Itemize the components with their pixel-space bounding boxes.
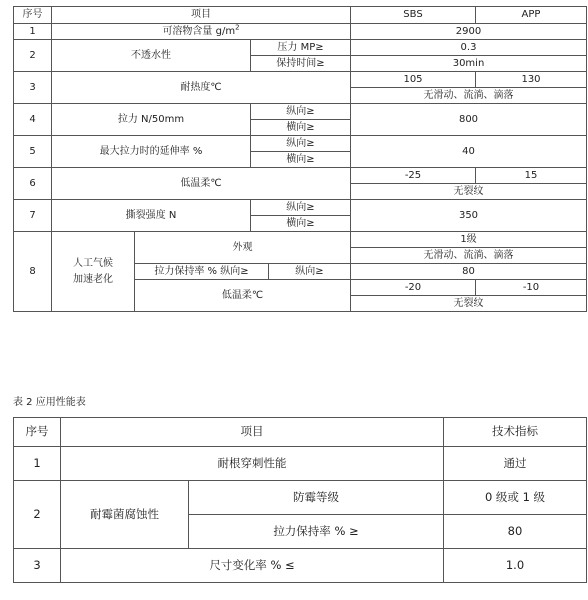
row-value-app: 15	[476, 168, 587, 184]
row-no: 4	[14, 104, 52, 136]
row-no: 1	[14, 24, 52, 40]
application-performance-table	[13, 417, 587, 583]
table-row	[14, 200, 587, 216]
table-row	[14, 24, 587, 40]
row-no: 2	[14, 481, 61, 549]
col-header-spec: 技术指标	[444, 418, 587, 447]
row-note: 无裂纹	[351, 296, 587, 312]
row-value-sbs: -25	[351, 168, 476, 184]
row-label: 低温柔℃	[52, 168, 351, 200]
col-header-no: 序号	[14, 418, 61, 447]
row-label: 尺寸变化率 % ≤	[61, 549, 444, 583]
row-label: 耐霉菌腐蚀性	[61, 481, 189, 549]
table-row	[14, 447, 587, 481]
table-row	[14, 72, 587, 88]
row-label: 耐根穿刺性能	[61, 447, 444, 481]
table-row	[14, 136, 587, 152]
row-label-line1: 人工气候	[73, 257, 113, 269]
row-label: 耐热度℃	[52, 72, 351, 104]
row-no: 2	[14, 40, 52, 72]
row-sublabel: 外观	[135, 232, 351, 264]
row-sublabel: 拉力保持率 % 纵向≥	[135, 264, 269, 280]
table1-header-row	[14, 7, 587, 24]
row-sublabel: 横向≥	[251, 216, 351, 232]
row-sublabel: 纵向≥	[251, 200, 351, 216]
row-label-line2: 加速老化	[73, 273, 113, 285]
row-value-sbs: 105	[351, 72, 476, 88]
row-sublabel: 防霉等级	[189, 481, 444, 515]
row-value: 80	[444, 515, 587, 549]
row-sublabel: 纵向≥	[269, 264, 351, 280]
col-header-item: 项目	[61, 418, 444, 447]
row-note: 无裂纹	[351, 184, 587, 200]
row-value: 通过	[444, 447, 587, 481]
row-value: 40	[351, 136, 587, 168]
row-no: 3	[14, 549, 61, 583]
row-value: 800	[351, 104, 587, 136]
row-no: 5	[14, 136, 52, 168]
table2-header-row	[14, 418, 587, 447]
row-note: 无滑动、流淌、滴落	[351, 88, 587, 104]
row-sublabel: 横向≥	[251, 120, 351, 136]
unit-superscript: 2	[235, 23, 240, 32]
row-sublabel: 保持时间≥	[251, 56, 351, 72]
row-sublabel: 压力 MP≥	[251, 40, 351, 56]
row-no: 6	[14, 168, 52, 200]
row-label: 最大拉力时的延伸率 %	[52, 136, 251, 168]
table2-caption: 表 2 应用性能表	[13, 397, 86, 408]
row-sublabel: 纵向≥	[251, 136, 351, 152]
table-row	[14, 549, 587, 583]
row-label	[52, 232, 135, 312]
table-row	[14, 232, 587, 248]
row-no: 8	[14, 232, 52, 312]
table-row	[14, 104, 587, 120]
row-no: 7	[14, 200, 52, 232]
row-sublabel: 纵向≥	[251, 104, 351, 120]
row-value: 1.0	[444, 549, 587, 583]
table-row	[14, 481, 587, 515]
col-header-app: APP	[476, 7, 587, 24]
row-note: 无滑动、流淌、滴落	[351, 248, 587, 264]
col-header-sbs: SBS	[351, 7, 476, 24]
table-row	[14, 168, 587, 184]
row-sublabel: 拉力保持率 % ≥	[189, 515, 444, 549]
row-value: 80	[351, 264, 587, 280]
row-label-text: 可溶物含量 g/m	[162, 25, 236, 37]
table-row	[14, 40, 587, 56]
row-value: 0.3	[351, 40, 587, 56]
row-value: 2900	[351, 24, 587, 40]
row-value: 1级	[351, 232, 587, 248]
row-no: 3	[14, 72, 52, 104]
row-value: 0 级或 1 级	[444, 481, 587, 515]
col-header-no: 序号	[14, 7, 52, 24]
row-label: 撕裂强度 N	[52, 200, 251, 232]
row-value: 30min	[351, 56, 587, 72]
row-value-sbs: -20	[351, 280, 476, 296]
material-properties-table	[13, 6, 587, 312]
row-value-app: -10	[476, 280, 587, 296]
row-label: 不透水性	[52, 40, 251, 72]
row-value: 350	[351, 200, 587, 232]
row-value-app: 130	[476, 72, 587, 88]
row-label	[52, 24, 351, 40]
col-header-item: 项目	[52, 7, 351, 24]
row-sublabel: 低温柔℃	[135, 280, 351, 312]
row-label: 拉力 N/50mm	[52, 104, 251, 136]
row-sublabel: 横向≥	[251, 152, 351, 168]
row-no: 1	[14, 447, 61, 481]
